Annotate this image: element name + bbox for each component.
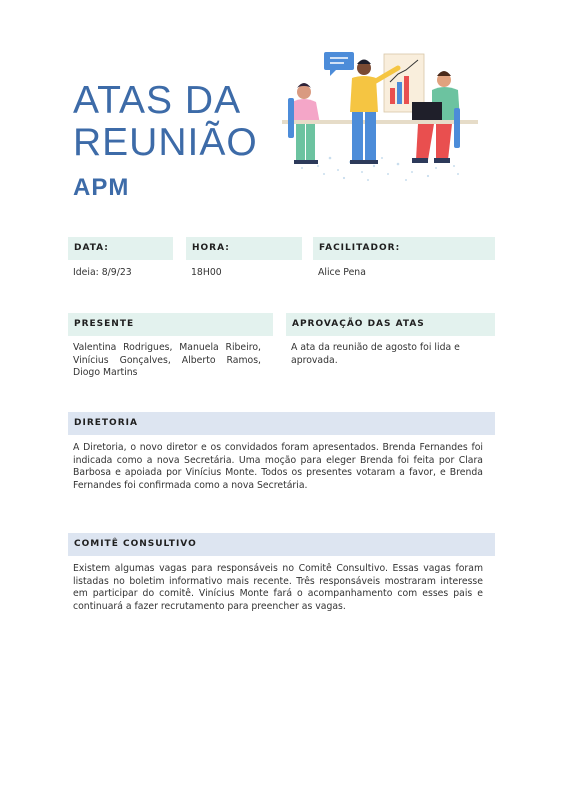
presente-text: Valentina Rodrigues, Manuela Ribeiro, Vinícius Gonçalves, Alberto Ramos, Diogo Martins xyxy=(73,342,261,379)
comite-header: COMITÊ CONSULTIVO xyxy=(68,533,495,556)
title-line-2: REUNIÃO xyxy=(73,121,258,164)
diretoria-header: DIRETORIA xyxy=(68,412,495,435)
facilitador-value: Alice Pena xyxy=(318,267,366,278)
data-value: Ideia: 8/9/23 xyxy=(73,267,132,278)
facilitador-header: FACILITADOR: xyxy=(313,237,495,260)
diretoria-text: A Diretoria, o novo diretor e os convidados foram apresentados. Brenda Fernandes foi indicada como a nova Secretária. Uma moção para eleger Brenda foi feita por Clara Barbosa e apoiada por Vinícius Monte. Todos os presentes votaram a favor, e Brenda Fernandes foi confirmada como a nova Secretária. xyxy=(73,442,483,491)
page-title xyxy=(73,80,258,164)
title-line-1: ATAS DA xyxy=(73,79,242,122)
aprovacao-text: A ata da reunião de agosto foi lida e aprovada. xyxy=(291,342,460,366)
page-subtitle: APM xyxy=(73,174,130,201)
aprovacao-header: APROVAÇÃO DAS ATAS xyxy=(286,313,495,336)
data-header: DATA: xyxy=(68,237,173,260)
comite-text: Existem algumas vagas para responsáveis no Comitê Consultivo. Essas vagas foram listadas no boletim informativo mais recente. Três responsáveis mostraram interesse em participar do comitê. Vinícius Monte fará o acompanhamento com esses pais e continuará a fazer recrutamento para preencher as vagas. xyxy=(73,563,483,612)
presente-header: PRESENTE xyxy=(68,313,273,336)
floor-speckles xyxy=(301,151,459,181)
hora-header: HORA: xyxy=(186,237,302,260)
hora-value: 18H00 xyxy=(191,267,222,278)
table xyxy=(282,120,478,124)
speech-bubble xyxy=(324,52,354,70)
meeting-illustration xyxy=(278,48,484,184)
laptop xyxy=(412,102,442,120)
